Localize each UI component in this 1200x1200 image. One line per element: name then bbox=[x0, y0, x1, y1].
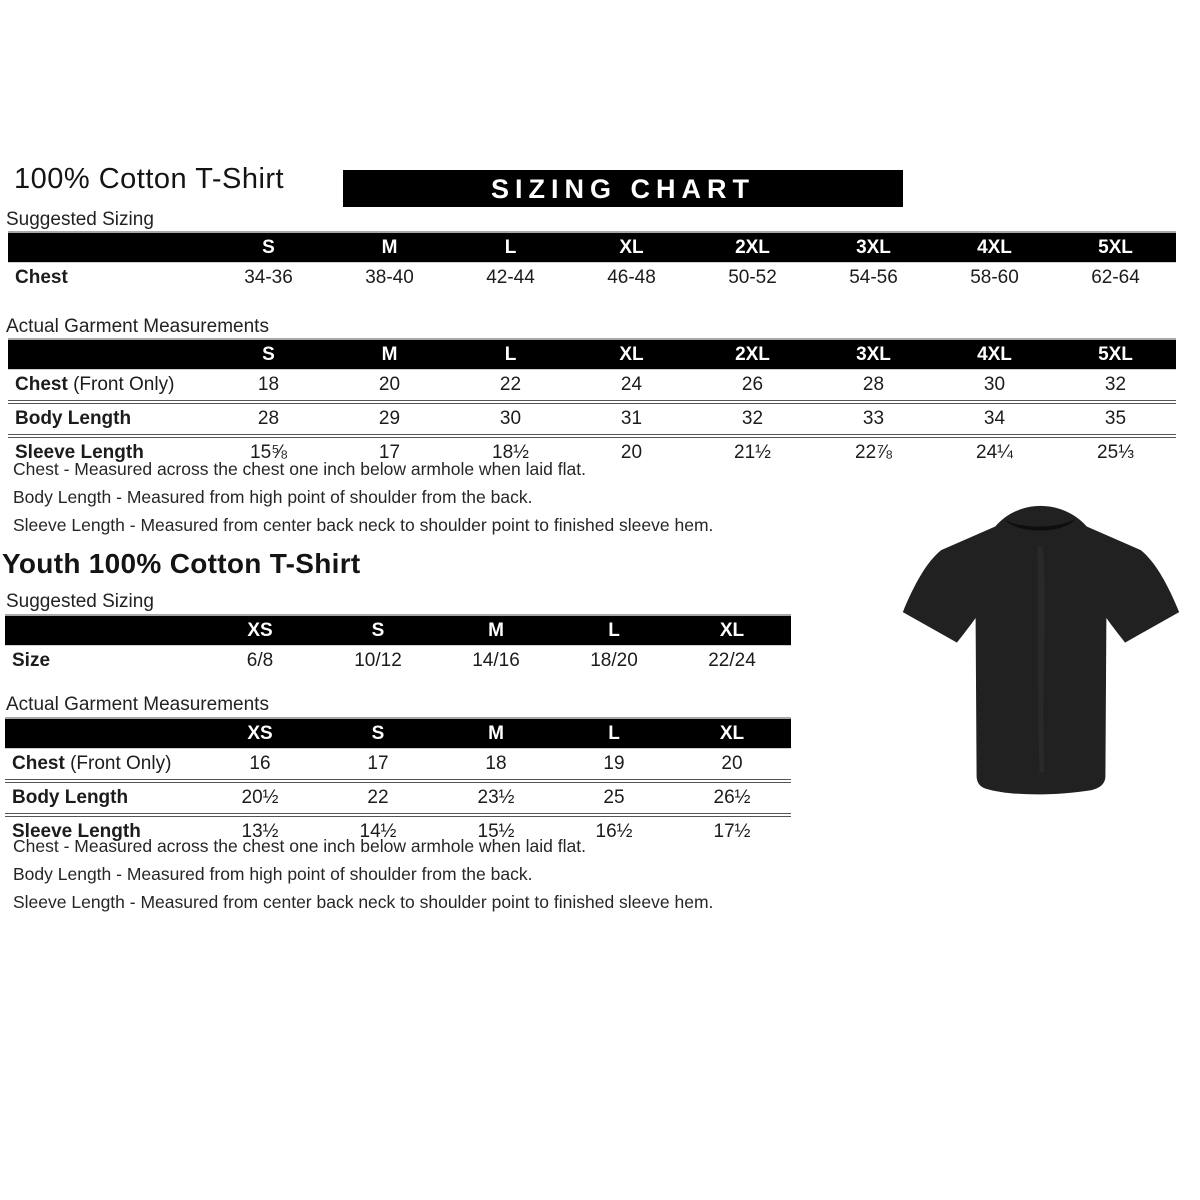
note-line: Chest - Measured across the chest one inch below armhole when laid flat. bbox=[13, 836, 586, 856]
cell: 24¼ bbox=[934, 436, 1055, 468]
row-label-text: Sleeve Length bbox=[15, 442, 144, 463]
table-row-body-length bbox=[5, 781, 791, 815]
note-line: Sleeve Length - Measured from center back neck to shoulder point to finished sleeve hem. bbox=[13, 892, 714, 912]
note-line: Body Length - Measured from high point of shoulder from the back. bbox=[13, 487, 533, 507]
column-header: S bbox=[208, 232, 329, 263]
row-label bbox=[8, 402, 208, 436]
youth-actual-measurements-table bbox=[5, 717, 791, 847]
row-label bbox=[5, 646, 201, 677]
cell: 30 bbox=[983, 374, 1006, 395]
cell: 62-64 bbox=[1091, 267, 1140, 288]
column-header: 4XL bbox=[934, 339, 1055, 370]
youth-measurement-notes bbox=[13, 838, 713, 922]
cell: 10/12 bbox=[354, 650, 402, 671]
header-spacer bbox=[8, 339, 208, 370]
table-row bbox=[8, 263, 1176, 294]
column-header: 5XL bbox=[1055, 232, 1176, 263]
column-header: 5XL bbox=[1055, 339, 1176, 370]
adult-suggested-sizing-table bbox=[8, 231, 1176, 293]
column-header: XL bbox=[571, 232, 692, 263]
cell: 29 bbox=[329, 402, 450, 436]
cell: 28 bbox=[862, 374, 885, 395]
table-row-chest bbox=[5, 749, 791, 782]
note-line: Body Length - Measured from high point of shoulder from the back. bbox=[13, 864, 533, 884]
cell: 6/8 bbox=[246, 650, 274, 671]
header-spacer bbox=[8, 232, 208, 263]
cell: 20 bbox=[378, 374, 401, 395]
header-spacer bbox=[5, 718, 201, 749]
table-row-chest bbox=[8, 370, 1176, 403]
column-header: L bbox=[450, 232, 571, 263]
cell: 35 bbox=[1055, 402, 1176, 436]
row-label bbox=[5, 749, 201, 782]
adult-measurement-notes bbox=[13, 461, 713, 545]
tshirt-illustration bbox=[893, 486, 1188, 808]
youth-suggested-sizing-label: Suggested Sizing bbox=[6, 591, 154, 612]
column-header: S bbox=[319, 615, 437, 646]
cell: 46-48 bbox=[607, 267, 656, 288]
column-header: XL bbox=[673, 615, 791, 646]
cell: 22/24 bbox=[708, 650, 756, 671]
column-header: M bbox=[329, 232, 450, 263]
adult-suggested-sizing-label: Suggested Sizing bbox=[6, 209, 154, 230]
column-header: L bbox=[555, 718, 673, 749]
cell: 30 bbox=[450, 402, 571, 436]
cell: 18/20 bbox=[590, 650, 638, 671]
page-title: 100% Cotton T-Shirt bbox=[14, 163, 285, 195]
cell: 26 bbox=[741, 374, 764, 395]
cell: 50-52 bbox=[728, 267, 777, 288]
cell: 21½ bbox=[692, 436, 813, 468]
cell: 18 bbox=[257, 374, 280, 395]
cell: 25⅓ bbox=[1055, 436, 1176, 468]
cell: 54-56 bbox=[849, 267, 898, 288]
column-header: 3XL bbox=[813, 232, 934, 263]
row-label-suffix: (Front Only) bbox=[64, 753, 172, 774]
note-line: Chest - Measured across the chest one inch below armhole when laid flat. bbox=[13, 459, 586, 479]
column-header: S bbox=[208, 339, 329, 370]
column-header: M bbox=[437, 718, 555, 749]
youth-section-title: Youth 100% Cotton T-Shirt bbox=[2, 548, 361, 579]
row-label-text: Body Length bbox=[15, 408, 132, 429]
youth-suggested-sizing-table bbox=[5, 614, 791, 676]
cell: 19 bbox=[603, 753, 625, 774]
cell: 13½ bbox=[201, 815, 319, 847]
row-label bbox=[5, 781, 201, 815]
column-header: S bbox=[319, 718, 437, 749]
cell: 34 bbox=[934, 402, 1055, 436]
cell: 20½ bbox=[201, 781, 319, 815]
row-label-text: Chest bbox=[15, 267, 68, 288]
adult-actual-measurements-label: Actual Garment Measurements bbox=[6, 316, 269, 337]
youth-actual-measurements-label: Actual Garment Measurements bbox=[6, 694, 269, 715]
table-header-row bbox=[8, 339, 1176, 370]
cell: 17½ bbox=[673, 815, 791, 847]
cell: 18½ bbox=[450, 436, 571, 468]
table-header-row bbox=[5, 615, 791, 646]
column-header: XL bbox=[673, 718, 791, 749]
cell: 24 bbox=[620, 374, 643, 395]
sizing-chart-banner: SIZING CHART bbox=[343, 170, 903, 207]
column-header: XS bbox=[201, 718, 319, 749]
row-label-suffix: (Front Only) bbox=[67, 374, 175, 395]
cell: 33 bbox=[813, 402, 934, 436]
table-row-body-length bbox=[8, 402, 1176, 436]
cell: 38-40 bbox=[365, 267, 414, 288]
row-label-text: Chest bbox=[15, 374, 68, 395]
cell: 22 bbox=[319, 781, 437, 815]
cell: 14/16 bbox=[472, 650, 520, 671]
row-label-text: Chest bbox=[12, 753, 65, 774]
cell: 17 bbox=[329, 436, 450, 468]
cell: 22⅞ bbox=[813, 436, 934, 468]
cell: 20 bbox=[571, 436, 692, 468]
cell: 34-36 bbox=[244, 267, 293, 288]
note-line: Sleeve Length - Measured from center back neck to shoulder point to finished sleeve hem. bbox=[13, 515, 714, 535]
cell: 20 bbox=[721, 753, 743, 774]
cell: 32 bbox=[692, 402, 813, 436]
cell: 26½ bbox=[673, 781, 791, 815]
cell: 42-44 bbox=[486, 267, 535, 288]
table-header-row bbox=[8, 232, 1176, 263]
column-header: 4XL bbox=[934, 232, 1055, 263]
column-header: XS bbox=[201, 615, 319, 646]
column-header: XL bbox=[571, 339, 692, 370]
cell: 32 bbox=[1104, 374, 1127, 395]
column-header: M bbox=[329, 339, 450, 370]
column-header: 2XL bbox=[692, 232, 813, 263]
column-header: 3XL bbox=[813, 339, 934, 370]
cell: 23½ bbox=[437, 781, 555, 815]
column-header: L bbox=[450, 339, 571, 370]
cell: 18 bbox=[485, 753, 507, 774]
cell: 58-60 bbox=[970, 267, 1019, 288]
table-header-row bbox=[5, 718, 791, 749]
adult-actual-measurements-table bbox=[8, 338, 1176, 468]
column-header: 2XL bbox=[692, 339, 813, 370]
cell: 16½ bbox=[555, 815, 673, 847]
cell: 14½ bbox=[319, 815, 437, 847]
row-label-text: Body Length bbox=[12, 787, 129, 808]
column-header: M bbox=[437, 615, 555, 646]
row-label-text: Sleeve Length bbox=[12, 821, 141, 842]
cell: 22 bbox=[499, 374, 522, 395]
cell: 25 bbox=[555, 781, 673, 815]
header-spacer bbox=[5, 615, 201, 646]
row-label bbox=[8, 370, 208, 403]
cell: 15⅝ bbox=[208, 436, 329, 468]
cell: 16 bbox=[249, 753, 271, 774]
row-label bbox=[8, 263, 208, 294]
table-row bbox=[5, 646, 791, 677]
row-label-text: Size bbox=[12, 650, 51, 671]
column-header: L bbox=[555, 615, 673, 646]
cell: 31 bbox=[571, 402, 692, 436]
cell: 15½ bbox=[437, 815, 555, 847]
black-tshirt-image bbox=[893, 486, 1188, 808]
cell: 17 bbox=[367, 753, 389, 774]
cell: 28 bbox=[208, 402, 329, 436]
